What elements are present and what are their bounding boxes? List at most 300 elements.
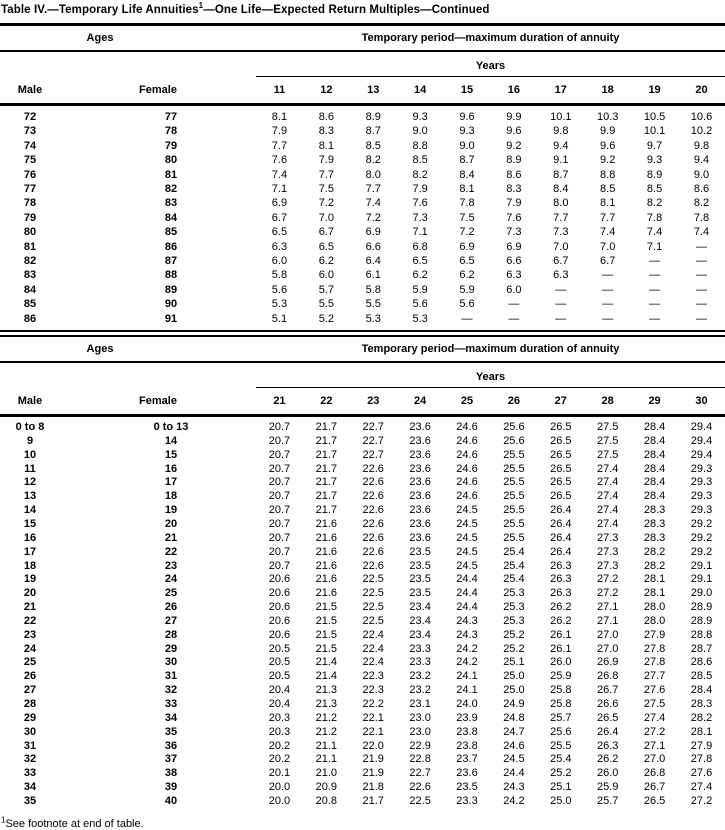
multiple-value-cell: 26.5 [550,490,572,503]
table-row [0,225,725,239]
multiple-value-cell: 8.4 [553,183,569,196]
table-row [0,684,725,698]
multiple-value-cell: 21.8 [362,781,384,794]
multiple-value-cell: 27.5 [596,448,619,461]
multiple-value-cell: 26.9 [596,656,619,669]
multiple-value-cell: 27.3 [596,531,619,544]
multiple-value-cell: 7.6 [412,197,428,210]
multiple-value-cell: 9.3 [459,125,475,138]
multiple-value-cell: 26.8 [643,767,666,780]
year-column-header: 27 [537,388,584,416]
male-age-cell: 79 [23,211,37,224]
multiple-value-cell: 20.6 [268,573,291,586]
multiple-value-cell: 9.4 [693,154,710,167]
multiple-value-cell: 29.2 [690,518,713,530]
multiple-value-cell: 28.4 [690,684,713,697]
multiple-value-cell: 26.5 [550,421,572,434]
multiple-value-cell: 23.8 [456,739,478,752]
table-title-rest: —One Life—Expected Return Multiples—Continued [203,4,490,16]
male-column-header: Male [0,388,60,416]
multiple-value-cell: 28.3 [643,531,666,544]
multiple-value-cell: 27.5 [596,421,619,434]
table-row [0,643,725,657]
multiple-value-cell: 20.7 [268,448,291,461]
male-age-cell: 16 [23,531,37,544]
year-column-header: 20 [678,77,725,105]
multiple-value-cell: 22.7 [362,448,384,461]
multiple-value-cell: 20.5 [268,670,291,683]
multiple-value-cell: 8.9 [646,168,663,181]
multiple-value-cell: 6.5 [412,255,428,268]
table-row [0,712,725,726]
multiple-value-cell: 8.5 [365,139,381,152]
multiple-value-cell: 5.7 [318,283,334,296]
multiple-value-cell: 21.6 [315,573,338,586]
multiple-value-cell: 23.5 [409,559,431,572]
multiple-value-cell: 6.9 [271,197,288,210]
table-row [0,587,725,601]
multiple-value-cell: 27.2 [643,725,666,738]
multiple-value-cell: 28.3 [690,697,713,710]
multiple-value-cell: 20.5 [268,656,291,669]
multiple-value-cell: 9.8 [693,139,710,152]
table-title-footnote-marker: 1 [198,1,204,11]
multiple-value-cell: 23.3 [409,642,431,655]
female-age-cell: 88 [164,269,178,282]
multiple-value-cell: 8.4 [459,168,475,181]
multiple-value-cell: 25.5 [503,531,525,544]
multiple-value-cell: 20.6 [268,587,291,600]
multiple-value-cell: 20.7 [268,462,291,475]
multiple-value-cell: 24.2 [456,656,478,669]
multiple-value-cell: 20.4 [268,697,291,710]
multiple-value-cell: 21.5 [315,628,338,641]
female-age-cell: 26 [164,601,178,614]
table-row [0,670,725,684]
multiple-value-cell: 9.1 [553,154,569,167]
temporary-period-group-header: Temporary period—maximum duration of annuity [256,25,725,52]
group-header-row [0,336,725,362]
table-row [0,297,725,311]
table-row [0,656,725,670]
male-age-cell: 75 [23,154,37,167]
multiple-value-cell: 26.3 [550,559,572,572]
multiple-value-cell: 25.5 [503,518,525,530]
multiple-value-cell: 22.1 [362,725,384,738]
multiple-value-cell: 5.6 [412,298,428,311]
multiple-value-cell: 8.2 [693,197,710,210]
female-age-cell: 82 [164,183,178,196]
group-header-row [0,25,725,52]
multiple-value-cell: 21.1 [315,753,338,766]
female-age-cell: 25 [164,587,178,600]
multiple-value-cell: — [649,298,661,311]
multiple-value-cell: 20.1 [268,767,291,780]
multiple-value-cell: 8.7 [553,168,569,181]
multiple-value-cell: 29.1 [690,559,713,572]
multiple-value-cell: 24.2 [503,794,525,807]
multiple-value-cell: 24.5 [456,531,478,544]
multiple-value-cell: 29.0 [690,587,713,600]
multiple-value-cell: 27.9 [690,739,713,752]
multiple-value-cell: 28.2 [690,711,713,724]
ages-group-header: Ages [0,25,256,52]
male-age-cell: 21 [23,601,37,614]
multiple-value-cell: 22.5 [362,587,384,600]
multiple-value-cell: 7.4 [600,226,616,239]
multiple-value-cell: 8.0 [553,197,569,210]
multiple-value-cell: — [508,312,520,325]
year-column-header: 22 [303,388,350,416]
male-age-cell: 15 [23,518,37,530]
year-column-header: 21 [256,388,303,416]
multiple-value-cell: 9.6 [600,139,616,152]
multiple-value-cell: 9.3 [412,111,428,123]
table-row [0,211,725,225]
female-age-cell: 32 [164,684,178,697]
year-column-header: 11 [256,77,303,105]
footnote-text: See footnote at end of table. [5,817,144,830]
table-row [0,476,725,490]
multiple-value-cell: 6.2 [412,269,428,282]
male-age-cell: 74 [23,139,37,152]
multiple-value-cell: 6.0 [271,255,288,268]
multiple-value-cell: 20.0 [268,794,291,807]
multiple-value-cell: 9.6 [459,111,475,123]
multiple-value-cell: 8.3 [318,125,334,138]
multiple-value-cell: 21.7 [315,490,338,503]
multiple-value-cell: 26.4 [550,504,572,517]
multiple-value-cell: 24.6 [456,421,478,434]
multiple-value-cell: 26.1 [550,642,572,655]
multiple-value-cell: 10.6 [690,111,713,123]
multiple-value-cell: 22.4 [362,642,384,655]
multiple-value-cell: 25.6 [550,725,572,738]
multiple-value-cell: 29.2 [690,531,713,544]
multiple-value-cell: 25.5 [503,504,525,517]
multiple-value-cell: 26.2 [596,753,619,766]
multiple-value-cell: 6.3 [553,269,569,282]
multiple-value-cell: 24.4 [503,767,525,780]
multiple-value-cell: 6.3 [271,240,288,253]
table-title-main: Table IV.—Temporary Life Annuities [1,4,199,16]
table-row [0,532,725,546]
table-row [0,518,725,532]
multiple-value-cell: 23.2 [409,670,431,683]
multiple-value-cell: 20.3 [268,725,291,738]
table-row [0,615,725,629]
female-age-cell: 39 [164,781,178,794]
multiple-value-cell: 7.0 [600,240,616,253]
multiple-value-cell: 23.7 [456,753,478,766]
multiple-value-cell: 26.5 [550,434,572,447]
multiple-value-cell: 8.2 [365,154,381,167]
multiple-value-cell: 23.6 [409,434,431,447]
multiple-value-cell: 22.6 [362,504,384,517]
female-age-cell: 28 [164,628,178,641]
multiple-value-cell: 22.6 [362,545,384,558]
multiple-value-cell: 9.7 [646,139,663,152]
multiple-value-cell: 9.0 [693,168,710,181]
multiple-value-cell: 21.0 [315,767,338,780]
multiple-value-cell: 20.7 [268,434,291,447]
multiple-value-cell: 27.1 [643,739,666,752]
multiple-value-cell: 6.7 [318,226,334,239]
multiple-value-cell: 22.6 [409,781,431,794]
multiple-value-cell: 23.5 [456,781,478,794]
multiple-value-cell: 20.5 [268,642,291,655]
multiple-value-cell: 24.6 [503,739,525,752]
multiple-value-cell: 8.9 [506,154,522,167]
multiple-value-cell: 27.1 [596,614,619,627]
year-column-header: 17 [537,77,584,105]
table-row [0,435,725,449]
female-age-cell: 37 [164,753,178,766]
multiple-value-cell: 27.4 [596,476,619,489]
multiple-value-cell: 7.7 [271,139,288,152]
multiple-value-cell: 7.8 [459,197,475,210]
multiple-value-cell: 21.2 [315,711,338,724]
female-age-cell: 38 [164,767,178,780]
multiple-value-cell: 27.4 [643,711,666,724]
multiple-value-cell: 8.8 [600,168,616,181]
male-age-cell: 81 [23,240,37,253]
multiple-value-cell: 7.7 [600,211,616,224]
female-age-cell: 78 [164,125,178,138]
multiple-value-cell: 23.0 [409,725,431,738]
multiple-value-cell: 22.6 [362,462,384,475]
table-row [0,139,725,153]
multiple-value-cell: 26.4 [596,725,619,738]
multiple-value-cell: 26.3 [550,573,572,586]
multiple-value-cell: 20.6 [268,614,291,627]
multiple-value-cell: 21.6 [315,587,338,600]
year-column-header: 15 [444,77,491,105]
multiple-value-cell: 9.8 [553,125,569,138]
multiple-value-cell: 20.7 [268,504,291,517]
multiple-value-cell: 27.2 [690,794,713,807]
multiple-value-cell: 21.5 [315,642,338,655]
multiple-value-cell: — [461,312,473,325]
multiple-value-cell: 7.3 [553,226,569,239]
multiple-value-cell: 6.7 [600,255,616,268]
multiple-value-cell: 23.5 [409,573,431,586]
male-age-cell: 86 [23,312,37,325]
male-age-cell: 12 [23,476,37,489]
multiple-value-cell: — [508,298,520,311]
male-age-cell: 20 [23,587,37,600]
multiple-value-cell: 5.1 [271,312,288,325]
multiple-value-cell: 8.2 [646,197,663,210]
multiple-value-cell: 22.5 [409,794,431,807]
years-header-spacer [0,51,256,77]
table-row [0,254,725,268]
female-age-cell: 86 [164,240,178,253]
table-title [0,0,725,23]
multiple-value-cell: 28.4 [643,434,666,447]
male-age-cell: 14 [23,504,37,517]
multiple-value-cell: 5.3 [412,312,428,325]
multiple-value-cell: — [696,312,707,325]
table-row [0,490,725,504]
female-age-cell: 91 [164,312,178,325]
years-header-row [0,362,725,388]
multiple-value-cell: 6.1 [365,269,381,282]
multiple-value-cell: — [555,283,567,296]
multiple-value-cell: 27.8 [643,656,666,669]
multiple-value-cell: 21.3 [315,697,338,710]
multiple-value-cell: 24.1 [456,684,478,697]
male-age-cell: 11 [24,462,36,475]
multiple-value-cell: 25.2 [503,642,525,655]
multiple-value-cell: 7.9 [318,154,334,167]
multiple-value-cell: 24.2 [456,642,478,655]
male-age-cell: 17 [23,545,37,558]
female-age-cell: 85 [164,226,178,239]
multiple-value-cell: 26.5 [596,711,619,724]
multiple-value-cell: 22.6 [362,476,384,489]
multiple-value-cell: 6.0 [506,283,522,296]
table-row [0,240,725,254]
multiple-value-cell: — [555,298,567,311]
multiple-value-cell: 22.3 [362,684,384,697]
table-body [0,105,725,332]
year-column-header: 25 [444,388,491,416]
male-age-cell: 31 [23,739,37,752]
female-age-cell: 30 [164,656,178,669]
multiple-value-cell: — [696,298,707,311]
multiple-value-cell: 27.4 [596,518,619,530]
multiple-value-cell: 27.6 [690,767,713,780]
multiple-value-cell: 26.5 [550,448,572,461]
multiple-value-cell: 25.6 [503,434,525,447]
multiple-value-cell: 22.1 [362,711,384,724]
multiple-value-cell: 28.5 [690,670,713,683]
multiple-value-cell: 27.0 [643,753,666,766]
multiple-value-cell: 5.2 [318,312,334,325]
male-age-cell: 34 [23,781,37,794]
multiple-value-cell: 9.2 [506,139,522,152]
multiple-value-cell: 7.9 [412,183,428,196]
multiple-value-cell: 24.6 [456,476,478,489]
multiple-value-cell: 8.0 [365,168,381,181]
multiple-value-cell: 24.4 [456,587,478,600]
multiple-value-cell: 22.5 [362,573,384,586]
multiple-value-cell: 6.8 [412,240,428,253]
multiple-value-cell: 26.4 [550,545,572,558]
multiple-value-cell: 25.2 [503,628,525,641]
multiple-value-cell: 6.5 [318,240,334,253]
multiple-value-cell: 7.7 [365,183,381,196]
multiple-value-cell: 8.1 [600,197,616,210]
multiple-value-cell: 22.7 [362,421,384,434]
multiple-value-cell: 23.5 [409,545,431,558]
year-column-header: 26 [490,388,537,416]
multiple-value-cell: 10.2 [690,125,713,138]
years-header-spacer [0,362,256,388]
multiple-value-cell: 23.2 [409,684,431,697]
table-row [0,168,725,182]
multiple-value-cell: 23.8 [456,725,478,738]
female-age-cell: 21 [164,531,178,544]
male-age-cell: 78 [23,197,37,210]
footnote-marker: 1 [1,815,6,825]
multiple-value-cell: 7.6 [271,154,288,167]
multiple-value-cell: 21.3 [315,684,338,697]
multiple-value-cell: 26.0 [550,656,572,669]
female-age-cell: 83 [164,197,178,210]
female-age-cell: 22 [164,545,178,558]
multiple-value-cell: 6.6 [365,240,381,253]
multiple-value-cell: 21.9 [362,753,384,766]
multiple-value-cell: 21.7 [315,504,338,517]
multiple-value-cell: 21.1 [315,739,338,752]
male-age-cell: 77 [23,183,37,196]
multiple-value-cell: 9.9 [506,111,522,123]
male-age-cell: 33 [23,767,37,780]
female-age-cell: 24 [164,573,178,586]
multiple-value-cell: 24.5 [503,753,525,766]
multiple-value-cell: 28.4 [643,490,666,503]
multiple-value-cell: 7.4 [271,168,288,181]
multiple-value-cell: — [602,312,614,325]
multiple-value-cell: 7.6 [506,211,522,224]
male-age-cell: 24 [23,642,37,655]
female-age-cell: 14 [164,434,178,447]
multiple-value-cell: 27.9 [643,628,666,641]
multiple-value-cell: 24.5 [456,518,478,530]
multiple-value-cell: 21.6 [315,545,338,558]
male-age-cell: 28 [23,697,37,710]
multiple-value-cell: 25.5 [503,462,525,475]
table-row [0,740,725,754]
annuity-table-years-21-30 [0,335,725,813]
multiple-value-cell: 28.9 [690,614,713,627]
male-age-cell: 73 [23,125,37,138]
multiple-value-cell: 5.6 [271,283,288,296]
male-age-cell: 25 [23,656,37,669]
multiple-value-cell: 5.6 [459,298,475,311]
multiple-value-cell: 24.5 [456,545,478,558]
multiple-value-cell: 5.3 [271,298,288,311]
multiple-value-cell: 21.6 [315,531,338,544]
multiple-value-cell: 26.5 [643,794,666,807]
multiple-value-cell: 23.0 [409,711,431,724]
multiple-value-cell: 20.2 [268,739,291,752]
table-body [0,416,725,813]
male-age-cell: 0 to 8 [15,421,45,434]
multiple-value-cell: 24.3 [503,781,525,794]
table-row [0,105,725,125]
multiple-value-cell: 25.8 [550,697,572,710]
female-age-cell: 16 [164,462,178,475]
year-column-header: 13 [350,77,397,105]
multiple-value-cell: 24.0 [456,697,478,710]
female-age-cell: 20 [164,518,178,530]
multiple-value-cell: 8.5 [600,183,616,196]
multiple-value-cell: 25.5 [503,448,525,461]
multiple-value-cell: 23.6 [409,421,431,434]
female-age-cell: 17 [164,476,178,489]
male-age-cell: 19 [23,573,37,586]
multiple-value-cell: 26.7 [596,684,619,697]
multiple-value-cell: 21.5 [315,601,338,614]
multiple-value-cell: 20.9 [315,781,338,794]
multiple-value-cell: 24.6 [456,462,478,475]
multiple-value-cell: 23.1 [409,697,431,710]
multiple-value-cell: 24.6 [456,434,478,447]
multiple-value-cell: 8.7 [459,154,475,167]
